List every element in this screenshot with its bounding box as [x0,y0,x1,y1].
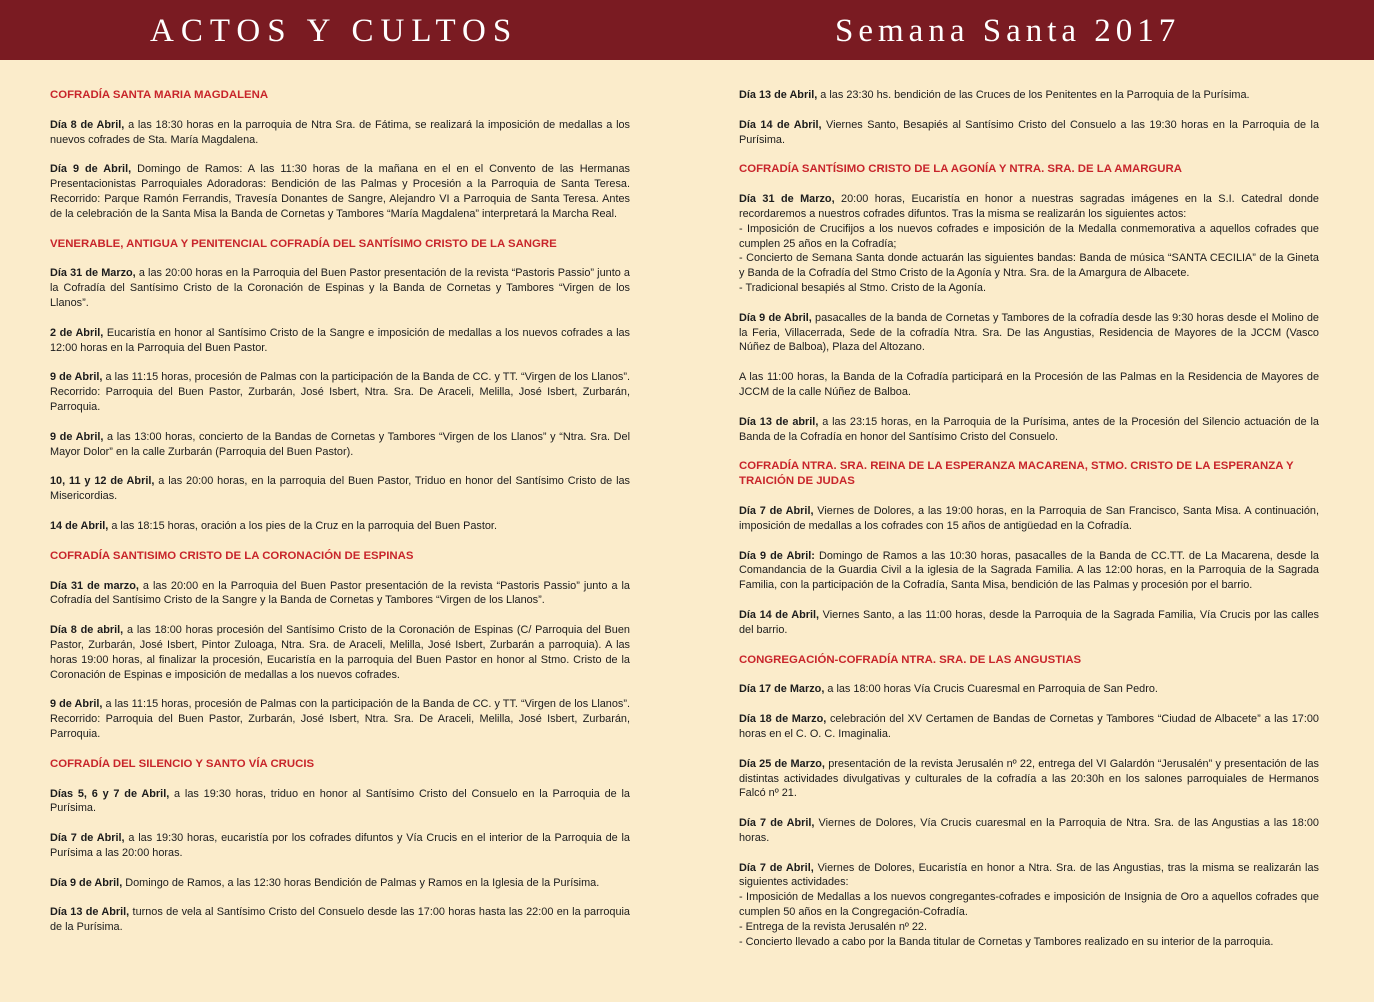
event-date: Día 7 de Abril, [739,861,814,874]
event-entry [50,905,630,935]
event-list-item: - Tradicional besapiés al Stmo. Cristo de la Agonía. [739,281,986,294]
event-text: a las 19:30 horas, triduo en honor al Santísimo Cristo del Consuelo en la Parroquia de la Purísima. [50,787,630,815]
event-date: Día 9 de Abril, [50,163,132,176]
section-title: COFRADÍA SANTISIMO CRISTO DE LA CORONACIÓN DE ESPINAS [50,549,414,562]
event-entry [50,430,630,460]
event-text: pasacalles de la banda de Cornetas y Tambores de la cofradía desde las 9:30 horas desde el Molino de la Feria, Villacerrada, Sede de la cofradía Ntra. Sra. De las Angustias, Residencia de Mayores de la JCCM (Vasco Núñez de Balboa), Plaza del Altozano. [739,311,1319,354]
event-text: 20:00 horas, Eucaristía en honor a nuestras sagradas imágenes en la S.I. Catedral donde recordaremos a nuestros cofrades difuntos. Tras la misma se realizarán los siguientes actos: [739,193,1319,220]
event-date: Día 14 de Abril, [739,608,820,621]
event-text: Viernes Santo, a las 11:00 horas, desde la Parroquia de la Sagrada Familia, Vía Crucis por las calles del barrio. [739,608,1319,636]
event-date: Día 13 de Abril, [739,89,818,101]
event-date: Día 31 de Marzo, [739,193,835,206]
event-entry [739,415,1319,445]
event-entry [739,88,1319,103]
event-text: Viernes de Dolores, a las 19:00 horas, en la Parroquia de San Francisco, Santa Misa. A continuación, imposición de medallas a los cofrades con 15 años de antigüedad en la Cofradía. [739,504,1319,532]
event-date: 9 de Abril, [50,430,104,443]
event-list-item: - Entrega de la revista Jerusalén nº 22. [739,920,928,933]
event-text: a las 19:30 horas, eucaristía por los cofrades difuntos y Vía Crucis en el interior de la Parroquia de la Purísima a las 20:00 horas. [50,832,630,859]
section-title: COFRADÍA SANTÍSIMO CRISTO DE LA AGONÍA Y NTRA. SRA. DE LA AMARGURA [739,163,1182,176]
event-entry [50,519,630,534]
event-date: Día 9 de Abril: [739,549,815,562]
event-date: Día 31 de Marzo, [50,267,136,280]
event-text: Domingo de Ramos: A las 11:30 horas de la mañana en el en el Convento de las Hermanas Presentacionistas Parroquiales Adoradoras: Bendición de las Palmas y Procesión a la Parroquia de Santa Teresa. Recorrido: Parque Ramón Ferrandis, Travesía Donantes de Sangre, Alejandro VI a Parroquia de Santa Teresa. Antes de la celebración de la Santa Misa la Banda de Cornetas y Tambores “María Magdalena” interpretará la Marcha Real. [50,163,630,220]
header-left-title: ACTOS Y CULTOS [150,13,519,49]
event-date: Día 7 de Abril, [739,504,814,517]
event-entry [50,326,630,356]
event-date: Día 13 de Abril, [50,906,130,919]
left-column [50,88,630,950]
event-entry [50,876,630,891]
section-title: VENERABLE, ANTIGUA Y PENITENCIAL COFRADÍA DEL SANTÍSIMO CRISTO DE LA SANGRE [50,237,557,250]
event-date: Día 25 de Marzo, [739,757,825,770]
event-list-item: - Imposición de Medallas a los nuevos congregantes-cofrades e imposición de Insignia de Oro a aquellos cofrades que cumplen 50 años en la Congregación-Cofradía. [739,891,1319,919]
event-entry [50,697,630,741]
event-entry [50,118,630,148]
event-entry [739,861,1319,950]
event-text: Domingo de Ramos a las 10:30 horas, pasacalles de la Banda de CC.TT. de La Macarena, desde la Comandancia de la Guardia Civil a la iglesia de la Sagrada Familia. A las 12:00 horas, en la Parroquia de la Sagrada Familia, con la participación de la Cofradía, Santa Misa, bendición de las Palmas y procesión por el barrio. [739,549,1319,592]
event-entry [739,816,1319,846]
event-date: 10, 11 y 12 de Abril, [50,475,155,488]
event-text: Domingo de Ramos, a las 12:30 horas Bendición de Palmas y Ramos en la Iglesia de la Purísima. [122,876,600,889]
event-text: a las 20:00 en la Parroquia del Buen Pastor presentación de la revista “Pastoris Passio” junto a la Cofradía del Santísimo Cristo de la Sangre y la Banda de Cornetas y Tambores “Virgen de los Llanos”. [50,579,630,607]
event-date: Día 8 de Abril, [50,118,125,131]
event-date: 9 de Abril, [50,371,103,384]
event-text: a las 23:30 hs. bendición de las Cruces de los Penitentes en la Parroquia de la Purísima. [817,89,1250,101]
event-text: Eucaristía en honor al Santísimo Cristo de la Sangre e imposición de medallas a los nuevos cofrades a las 12:00 horas en la Parroquia del Buen Pastor. [50,326,630,354]
event-text: presentación de la revista Jerusalén nº 22, entrega del VI Galardón “Jerusalén” y presentación de las distintas actividades divulgativas y culturales de la cofradía a las 20:30h en los salones parroquiales de Hermanos Falcó nº 21. [739,757,1319,800]
event-date: Día 9 de Abril, [50,876,123,889]
event-text: a las 18:30 horas en la parroquia de Ntra Sra. de Fátima, se realizará la imposición de medallas a los nuevos cofrades de Sta. María Magdalena. [50,118,630,146]
header-right-title: Semana Santa 2017 [835,13,1181,49]
event-entry [50,162,630,221]
event-text: Viernes de Dolores, Eucaristía en honor a Ntra. Sra. de las Angustias, tras la misma se realizarán las siguientes actividades: [739,861,1319,889]
section-title: COFRADÍA SANTA MARIA MAGDALENA [50,89,269,101]
event-date: Día 13 de abril, [739,415,819,428]
event-text: a las 20:00 horas, en la parroquia del Buen Pastor, Triduo en honor del Santísimo Cristo de las Misericordias. [50,475,631,503]
event-entry [739,370,1319,400]
event-text: a las 13:00 horas, concierto de la Bandas de Cornetas y Tambores “Virgen de los Llanos” y “Ntra. Sra. Del Mayor Dolor” en la calle Zurbarán (Parroquia del Buen Pastor). [50,430,630,458]
event-date: Día 9 de Abril, [739,311,812,324]
event-list-item: - Concierto de Semana Santa donde actuarán las siguientes bandas: Banda de música “SANTA CECILIA” de la Gineta y Banda de la Cofradía del Stmo Cristo de la Agonía y Ntra. Sra. de la Amargura de Albacete. [739,252,1319,280]
right-column [739,88,1319,964]
event-text: celebración del XV Certamen de Bandas de Cornetas y Tambores “Ciudad de Albacete” a las 17:00 horas en el C. O. C. Imaginalia. [739,713,1319,740]
event-entry [50,579,630,609]
event-date: Día 31 de marzo, [50,579,139,592]
event-text: a las 18:15 horas, oración a los pies de la Cruz en la parroquia del Buen Pastor. [108,519,497,532]
event-entry [50,787,630,817]
event-entry [739,712,1319,742]
event-date: 14 de Abril, [50,519,109,532]
section-title: CONGREGACIÓN-COFRADÍA NTRA. SRA. DE LAS ANGUSTIAS [739,653,1082,666]
event-text: a las 20:00 horas en la Parroquia del Buen Pastor presentación de la revista “Pastoris Passio” junto a la Cofradía del Santísimo Cristo de la Coronación de Espinas y la Banda de Cornetas y Tambores “Virgen de los Llanos”. [50,267,630,309]
event-date: Días 5, 6 y 7 de Abril, [50,787,170,800]
event-date: Día 17 de Marzo, [739,683,825,696]
event-text: a las 11:15 horas, procesión de Palmas con la participación de la Banda de CC. y TT. “Virgen de los Llanos”. Recorrido: Parroquia del Buen Pastor, Zurbarán, José Isbert, Ntra. Sra. De Araceli, Melilla, José Isbert, Zurbarán, Parroquia. [50,698,631,740]
event-text: Viernes Santo, Besapiés al Santísimo Cristo del Consuelo a las 19:30 horas en la Parroquia de la Purísima. [739,118,1320,146]
event-list-item: - Concierto llevado a cabo por la Banda titular de Cornetas y Tambores realizado en su interior de la parroquia. [739,935,1274,948]
event-date: 9 de Abril, [50,698,103,711]
event-date: Día 8 de abril, [50,624,124,637]
event-entry [739,757,1319,801]
event-text: a las 23:15 horas, en la Parroquia de la Purísima, antes de la Procesión del Silencio actuación de la Banda de la Cofradía en honor del Santísimo Cristo del Consuelo. [739,415,1319,443]
event-entry [50,623,630,682]
event-entry [739,311,1319,355]
event-entry [739,192,1319,296]
event-entry [50,474,630,504]
event-text: Viernes de Dolores, Vía Crucis cuaresmal en la Parroquia de Ntra. Sra. de las Angustias a las 18:00 horas. [739,817,1319,844]
event-date: 2 de Abril, [50,326,104,339]
event-text: a las 18:00 horas Vía Crucis Cuaresmal en Parroquia de San Pedro. [824,683,1158,696]
section-title: COFRADÍA NTRA. SRA. REINA DE LA ESPERANZA MACARENA, STMO. CRISTO DE LA ESPERANZA Y TRAICIÓN DE JUDAS [739,460,1294,488]
event-entry [50,370,630,414]
event-date: Día 7 de Abril, [50,832,125,845]
event-entry [739,118,1319,148]
event-text: turnos de vela al Santísimo Cristo del Consuelo desde las 17:00 horas hasta las 22:00 en la parroquia de la Purísima. [50,906,630,934]
event-text: A las 11:00 horas, la Banda de la Cofradía participará en la Procesión de las Palmas en la Residencia de Mayores de JCCM de la calle Núñez de Balboa. [739,371,1319,398]
event-date: Día 7 de Abril, [739,817,815,830]
event-entry [739,608,1319,638]
event-date: Día 18 de Marzo, [739,713,827,726]
event-list-item: - Imposición de Crucifijos a los nuevos cofrades e imposición de la Medalla conmemorativa a aquellos cofrades que cumplen 25 años en la Cofradía; [739,222,1319,250]
event-entry [739,682,1319,697]
event-text: a las 18:00 horas procesión del Santísimo Cristo de la Coronación de Espinas (C/ Parroquia del Buen Pastor, Zurbarán, José Isbert, Pintor Zuloaga, Ntra. Sra. de Araceli, Melilla, José Isbert, Zurbarán a parroquia). A las horas 19:00 horas, al finalizar la procesión, Eucaristía en la parroquia del Buen Pastor en honor al Stmo. Cristo de la Coronación de Espinas e imposición de medallas a los nuevos cofrades. [50,624,630,681]
section-title: COFRADÍA DEL SILENCIO Y SANTO VÍA CRUCIS [50,757,315,770]
event-entry [739,549,1319,593]
event-entry [50,831,630,861]
event-date: Día 14 de Abril, [739,118,822,131]
event-text: a las 11:15 horas, procesión de Palmas con la participación de la Banda de CC. y TT. “Virgen de los Llanos”. Recorrido: Parroquia del Buen Pastor, Zurbarán, José Isbert, Ntra. Sra. De Araceli, Melilla, José Isbert, Zurbarán, Parroquia. [50,371,631,413]
event-entry [739,504,1319,534]
event-entry [50,266,630,310]
